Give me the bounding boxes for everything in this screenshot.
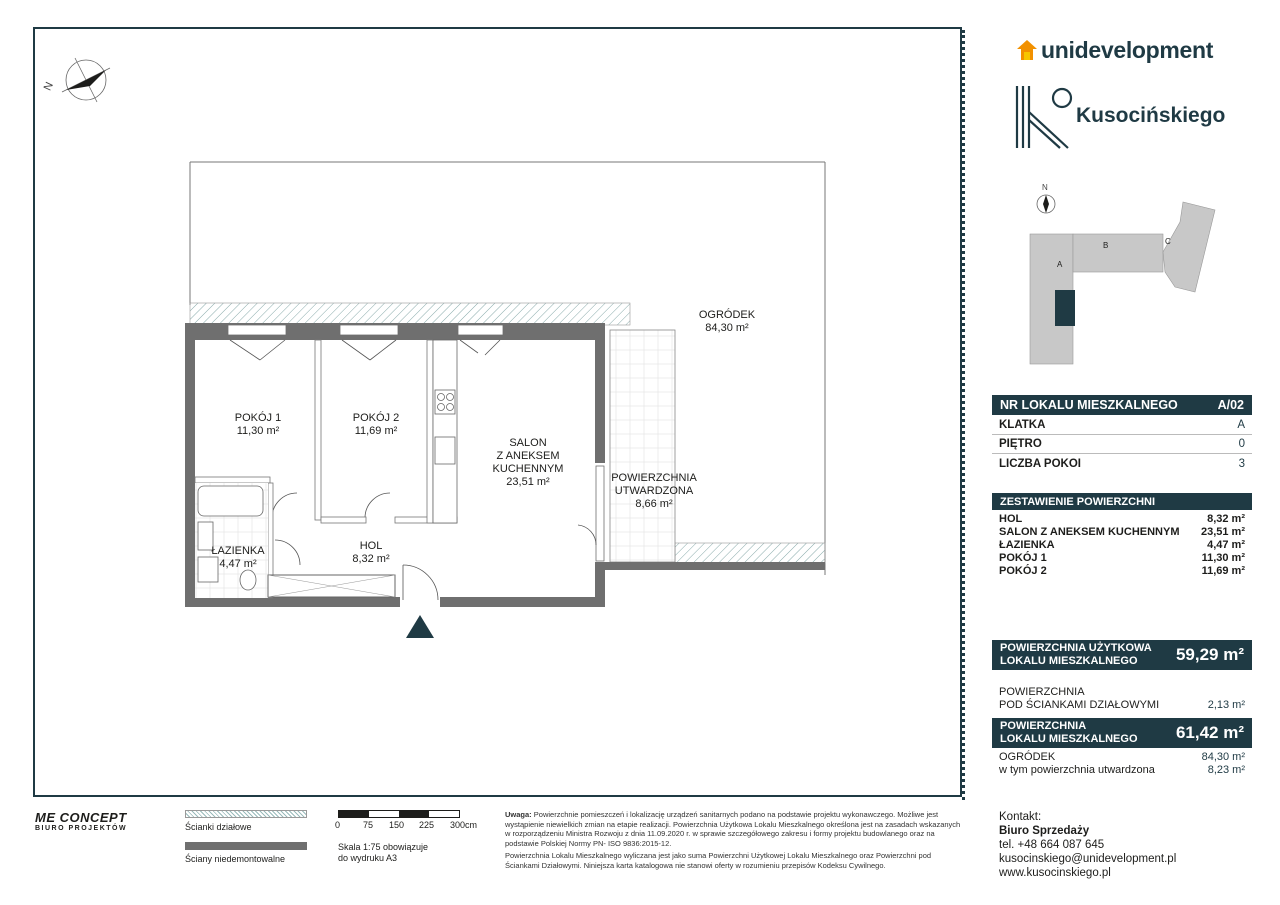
scale-tick: 0 xyxy=(335,820,341,830)
compass-label: N xyxy=(41,80,57,93)
legend-partition-swatch xyxy=(185,810,307,818)
unit-info-rows xyxy=(992,416,1252,473)
summary-header: ZESTAWIENIE POWIERZCHNI xyxy=(992,493,1252,510)
total-area-box: POWIERZCHNIA LOKALU MIESZKALNEGO 61,42 m² xyxy=(992,718,1252,748)
unidevelopment-logo: unidevelopment xyxy=(1015,34,1245,68)
contact-email[interactable]: kusocinskiego@unidevelopment.pl xyxy=(999,853,1177,865)
entrance-arrow-icon xyxy=(406,615,434,638)
room-pokoj1: POKÓJ 1 11,30 m² xyxy=(234,412,282,437)
summary-row: SALON Z ANEKSEM KUCHENNYM 23,51 m² xyxy=(999,526,1245,538)
kitchen-units xyxy=(433,340,457,523)
scale-tick: 75 xyxy=(363,820,374,830)
summary-row: POKÓJ 2 11,69 m² xyxy=(999,565,1245,577)
scale-ticks xyxy=(335,820,485,832)
keyplan-compass-icon xyxy=(1037,195,1055,213)
house-icon xyxy=(1015,38,1039,62)
scale-note: Skala 1:75 obowiązuje do wydruku A3 xyxy=(338,842,429,863)
hatched-border-top xyxy=(190,303,630,325)
k-monogram-icon xyxy=(1014,84,1074,150)
summary-row: POKÓJ 1 11,30 m² xyxy=(999,552,1245,564)
compass-icon xyxy=(62,58,110,102)
info-row-pokoje: LICZBA POKOI 3 xyxy=(999,457,1245,470)
terrace-tiles xyxy=(610,330,675,562)
room-salon: SALON Z ANEKSEM KUCHENNYM 23,51 m² xyxy=(492,437,564,488)
room-pokoj2: POKÓJ 2 11,69 m² xyxy=(352,412,400,437)
summary-row: HOL 8,32 m² xyxy=(999,513,1245,525)
keyplan-label-c: C xyxy=(1165,237,1171,246)
room-utwardzona: POWIERZCHNIA UTWARDZONA 8,66 m² xyxy=(611,472,697,510)
disclaimer-note: Uwaga: Powierzchnie pomieszczeń i lokalizację urządzeń sanitarnych podano na podstawie projektu wykonawczego. Możliwe jest wystąpienie niewielkich zmian na etapie realizacji. Powierzchnia Użytkowa Lokalu Mieszkalnego określona jest na zasadach wskazanych w rozporządzeniu Ministra Rozwoju z dnia 11.09.2020 r. w sprawie szczegółowego zakresu i formy projektu budowlanego oraz na podstawie Polskiej Normy PN- ISO 9836:2015-12. Powierzchnia Lokalu Mieszkalnego wyliczana jest jako suma Powierzchni Użytkowej Lokalu Mieszkalnego oraz Powierzchni pod Ściankami Działowymi. Niniejsza karta katalogowa nie stanowi oferty w rozumieniu przepisów Kodeksu Cywilnego. xyxy=(505,810,961,870)
contact-block: Kontakt: Biuro Sprzedaży tel. +48 664 087 645 kusocinskiego@unidevelopment.pl www.kusocinskiego.pl xyxy=(999,810,1269,880)
legend-partition-label: Ścianki działowe xyxy=(185,822,252,832)
legend-wall-swatch xyxy=(185,842,307,850)
me-concept-logo: ME CONCEPT BIURO PROJEKTÓW xyxy=(35,810,128,832)
scale-tick: 150 xyxy=(389,820,405,830)
usable-area-box: POWIERZCHNIA UŻYTKOWA LOKALU MIESZKALNEGO 59,29 m² xyxy=(992,640,1252,670)
scale-bar xyxy=(338,810,460,818)
info-row-klatka: KLATKA A xyxy=(992,416,1252,435)
scale-tick: 300cm xyxy=(450,820,478,830)
room-hol: HOL 8,32 m² xyxy=(352,540,390,565)
kusocinskiego-logo: Kusocińskiego xyxy=(1014,84,1244,154)
keyplan-label-a: A xyxy=(1057,260,1063,269)
info-row-pietro: PIĘTRO 0 xyxy=(992,435,1252,454)
partition-area: POWIERZCHNIA POD ŚCIANKAMI DZIAŁOWYMI 2,13 m² xyxy=(999,686,1245,711)
keyplan-compass-label: N xyxy=(1042,183,1048,192)
scale-tick: 225 xyxy=(419,820,435,830)
garden-area: OGRÓDEK 84,30 m² w tym powierzchnia utwardzona 8,23 m² xyxy=(999,751,1245,776)
hatched-border-bottom xyxy=(675,543,825,563)
site-keyplan xyxy=(1025,182,1220,367)
room-lazienka: ŁAZIENKA 4,47 m² xyxy=(211,545,265,570)
keyplan-label-b: B xyxy=(1103,241,1109,250)
legend-wall-label: Ściany niedemontowalne xyxy=(185,854,286,864)
summary-rows xyxy=(992,513,1252,578)
garden-outline xyxy=(190,162,825,575)
summary-row: ŁAZIENKA 4,47 m² xyxy=(999,539,1245,551)
room-ogrodek: OGRÓDEK 84,30 m² xyxy=(698,309,756,334)
unit-number-header: NR LOKALU MIESZKALNEGO A/02 xyxy=(992,395,1252,415)
contact-website[interactable]: www.kusocinskiego.pl xyxy=(999,867,1111,879)
